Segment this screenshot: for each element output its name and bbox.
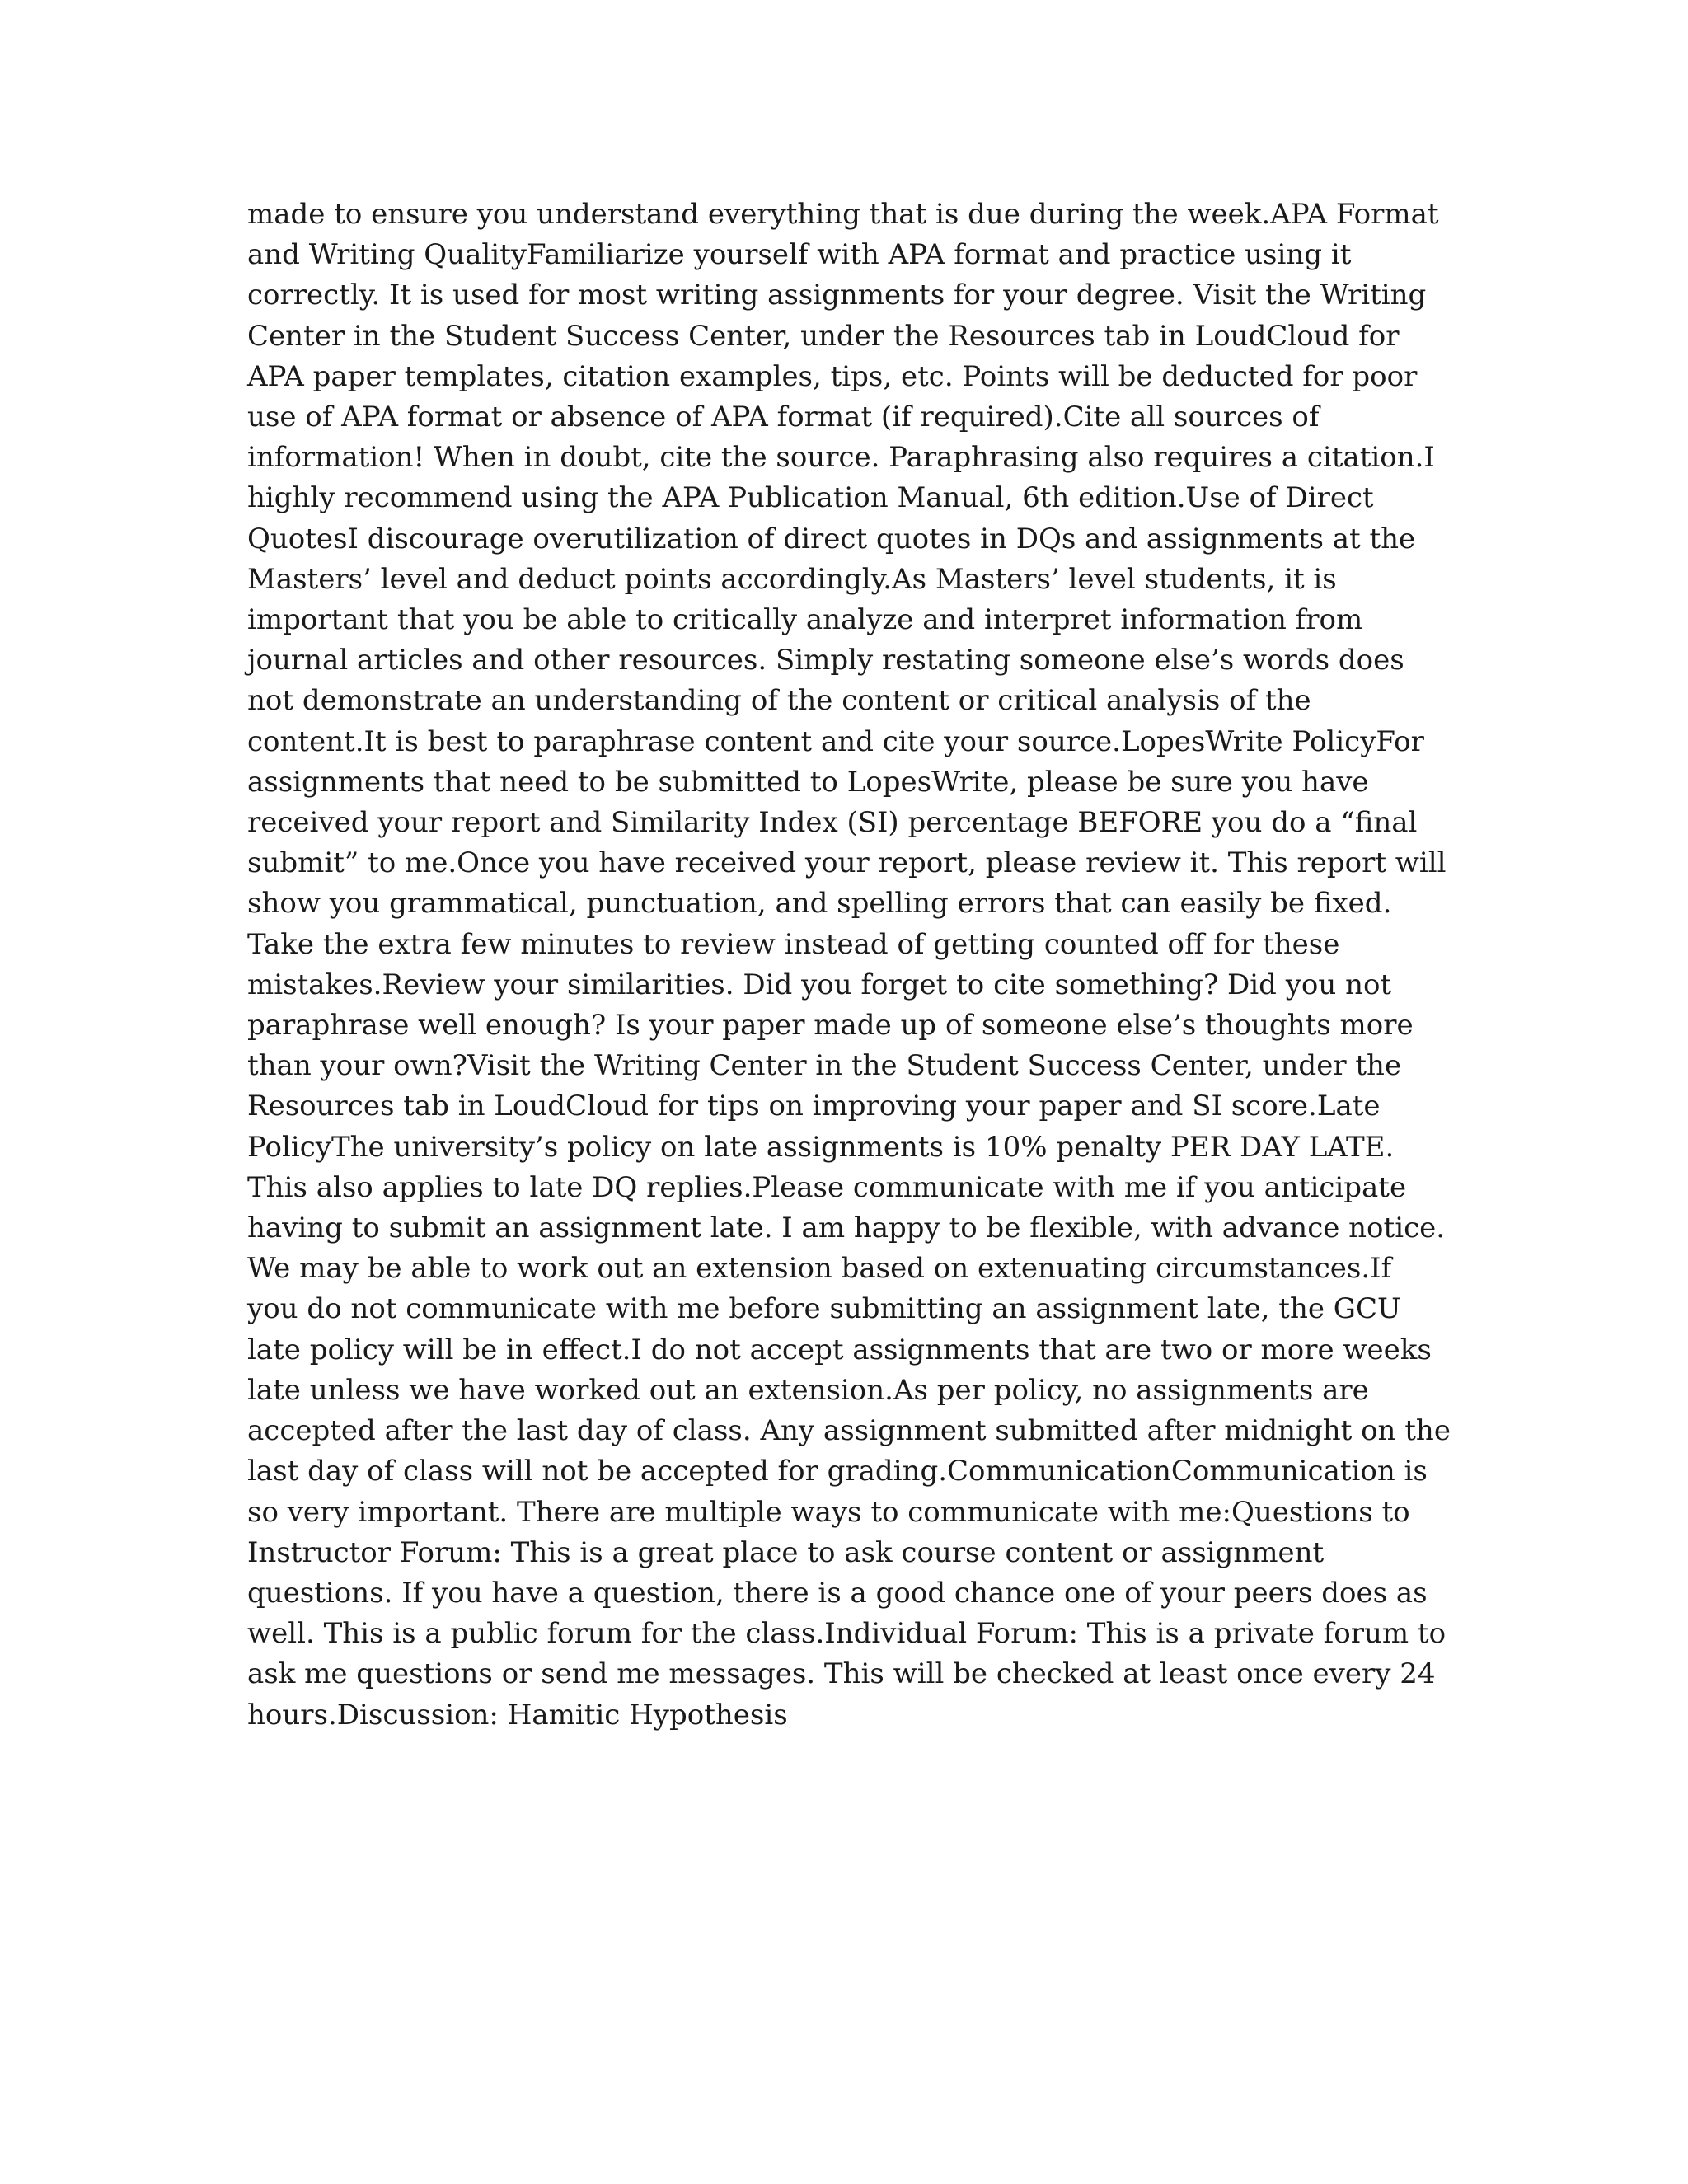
document-body-text: made to ensure you understand everything that is due during the week.APA Format and Writing QualityFamiliarize yourself with APA format and practice using it correctly. It is used for most writing assignments for your degree. Visit the Writing Center in the Student Success Center, under the Resources tab in LoudCloud for APA paper templates, citation examples, tips, etc. Points will be deducted for poor use of APA format or absence of APA format (if required).Cite all sources of information! When in doubt, cite the source. Paraphrasing also requires a citation.I highly recommend using the APA Publication Manual, 6th edition.Use of Direct QuotesI discourage overutilization of direct quotes in DQs and assignments at the Masters’ level and deduct points accordingly.As Masters’ level students, it is important that you be able to critically analyze and interpret information from journal articles and other resources. Simply restating someone else’s words does not demonstrate an understanding of the content or critical analysis of the content.It is best to paraphrase content and cite your source.LopesWrite PolicyFor assignments that need to be submitted to LopesWrite, please be sure you have received your report and Similarity Index (SI) percentage BEFORE you do a “final submit” to me.Once you have received your report, please review it. This report will show you grammatical, punctuation, and spelling errors that can easily be fixed. Take the extra few minutes to review instead of getting counted off for these mistakes.Review your similarities. Did you forget to cite something? Did you not paraphrase well enough? Is your paper made up of someone else’s thoughts more than your own?Visit the Writing Center in the Student Success Center, under the Resources tab in LoudCloud for tips on improving your paper and SI score.Late PolicyThe university’s policy on late assignments is 10% penalty PER DAY LATE. This also applies to late DQ replies.Please communicate with me if you anticipate having to submit an assignment late. I am happy to be flexible, with advance notice. We may be able to work out an extension based on extenuating circumstances.If you do not communicate with me before submitting an assignment late, the GCU late policy will be in effect.I do not accept assignments that are two or more weeks late unless we have worked out an extension.As per policy, no assignments are accepted after the last day of class. Any assignment submitted after midnight on the last day of class will not be accepted for grading.CommunicationCommunication is so very important. There are multiple ways to communicate with me:Questions to Instructor Forum: This is a great place to ask course content or assignment questions. If you have a question, there is a good chance one of your peers does as well. This is a public forum for the class.Individual Forum: This is a private forum to ask me questions or send me messages. This will be checked at least once every 24 hours.Discussion: Hamitic Hypothesis bbox=[247, 198, 1451, 1732]
